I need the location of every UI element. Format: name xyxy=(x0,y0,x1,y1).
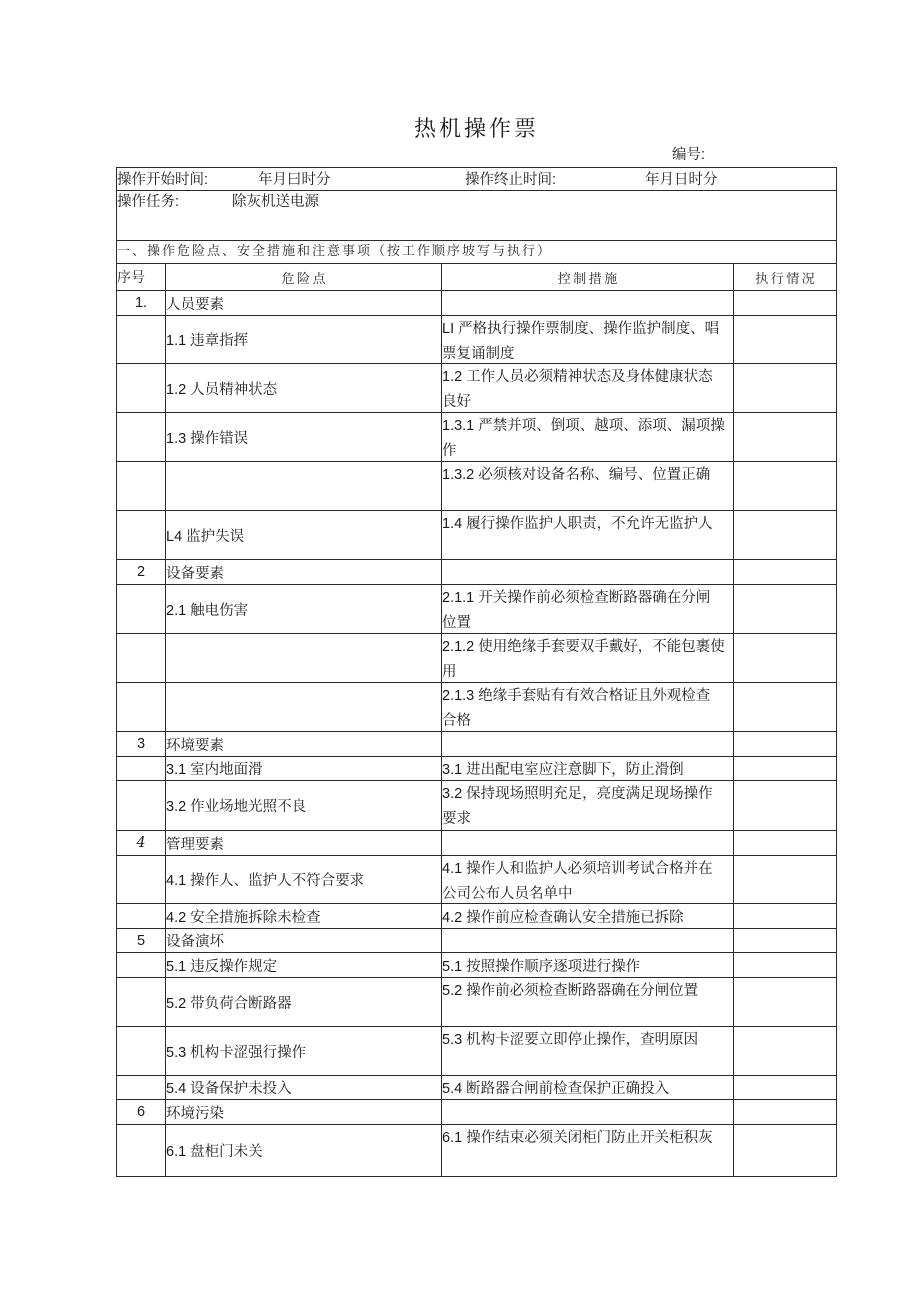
hazard-cell: 人员要素 xyxy=(166,291,442,315)
section-row xyxy=(117,732,836,757)
row-number xyxy=(117,1076,166,1099)
hazard-cell: 5.1 违反操作规定 xyxy=(166,953,442,977)
row-number xyxy=(117,413,166,461)
hazard-cell: 管理要素 xyxy=(166,831,442,855)
table-row xyxy=(117,413,836,462)
row-number xyxy=(117,511,166,559)
control-measure-cell xyxy=(442,831,734,855)
execution-status-cell xyxy=(734,316,836,363)
row-number xyxy=(117,462,166,510)
row-number: 3 xyxy=(117,732,166,756)
table-row xyxy=(117,683,836,732)
hazard-cell: 1.2 人员精神状态 xyxy=(166,364,442,412)
table-row xyxy=(117,904,836,929)
control-measure-cell: 6.1 操作结束必须关闭柜门防止开关柜积灰 xyxy=(442,1125,734,1176)
hazard-cell xyxy=(166,634,442,682)
table-header-row xyxy=(117,264,836,291)
execution-status-cell xyxy=(734,413,836,461)
execution-status-cell xyxy=(734,978,836,1026)
table-row xyxy=(117,1076,836,1100)
start-time-label: 操作开始时间: xyxy=(117,172,209,188)
table-row xyxy=(117,462,836,511)
section-heading-row xyxy=(117,241,836,264)
section-row xyxy=(117,560,836,585)
start-time-value: 年月曰时分 xyxy=(258,172,331,188)
control-measure-cell: 5.4 断路器合闸前检查保护正确投入 xyxy=(442,1076,734,1099)
control-measure-cell xyxy=(442,560,734,584)
control-measure-cell: 2.1.1 开关操作前必须检查断路器确在分闸 位置 xyxy=(442,585,734,633)
execution-status-cell xyxy=(734,732,836,756)
row-number xyxy=(117,757,166,780)
execution-status-cell xyxy=(734,1027,836,1075)
table-row xyxy=(117,757,836,781)
execution-status-cell xyxy=(734,781,836,830)
document-title: 热机操作票 xyxy=(414,117,540,142)
row-number xyxy=(117,1027,166,1075)
control-measure-cell: 5.2 操作前必须检查断路器确在分闸位置 xyxy=(442,978,734,1026)
execution-status-cell xyxy=(734,511,836,559)
header-status: 执行情况 xyxy=(755,271,818,287)
hazard-cell: 1.1 违章指挥 xyxy=(166,316,442,363)
row-number xyxy=(117,781,166,830)
row-number: 5 xyxy=(117,929,166,952)
hazard-cell: 5.3 机构卡涩强行操作 xyxy=(166,1027,442,1075)
row-number xyxy=(117,953,166,977)
hazard-cell: 环境污染 xyxy=(166,1100,442,1124)
row-number: 2 xyxy=(117,560,166,584)
hazard-cell: 3.1 室内地面滑 xyxy=(166,757,442,780)
header-control: 控制措施 xyxy=(442,264,734,290)
row-number xyxy=(117,316,166,363)
row-number xyxy=(117,1125,166,1176)
operation-ticket-table xyxy=(116,167,837,1177)
control-measure-cell: 2.1.3 绝缘手套贴有有效合格证且外观检查 合格 xyxy=(442,683,734,731)
execution-status-cell xyxy=(734,634,836,682)
control-measure-cell: 1.2 工作人员必须精神状态及身体健康状态 良好 xyxy=(442,364,734,412)
control-measure-cell: 4.2 操作前应检查确认安全措施已拆除 xyxy=(442,904,734,928)
execution-status-cell xyxy=(734,560,836,584)
table-row xyxy=(117,978,836,1027)
hazard-cell: 6.1 盘柜门未关 xyxy=(166,1125,442,1176)
control-measure-cell: 3.1 进出配电室应注意脚下，防止滑倒 xyxy=(442,757,734,780)
row-number: 4 xyxy=(117,831,166,855)
section-heading: 一、操作危险点、安全措施和注意事项（按工作顺序坡写与执行） xyxy=(117,244,553,259)
control-measure-cell: 1.3.2 必须核对设备名称、编号、位置正确 xyxy=(442,462,734,510)
execution-status-cell xyxy=(734,953,836,977)
section-row xyxy=(117,831,836,856)
table-row xyxy=(117,1125,836,1177)
serial-number-label: 编号: xyxy=(672,147,706,163)
table-row xyxy=(117,856,836,904)
hazard-cell xyxy=(166,683,442,731)
table-row xyxy=(117,634,836,683)
control-measure-cell xyxy=(442,1100,734,1124)
row-number xyxy=(117,683,166,731)
execution-status-cell xyxy=(734,856,836,903)
execution-status-cell xyxy=(734,683,836,731)
table-row xyxy=(117,781,836,831)
hazard-cell: 2.1 触电伤害 xyxy=(166,585,442,633)
hazard-cell: 5.4 设备保护未投入 xyxy=(166,1076,442,1099)
row-number: 6 xyxy=(117,1100,166,1124)
control-measure-cell xyxy=(442,291,734,315)
section-row xyxy=(117,929,836,953)
hazard-cell xyxy=(166,462,442,510)
header-hazard: 危险点 xyxy=(166,264,442,290)
row-number xyxy=(117,634,166,682)
hazard-cell: 1.3 操作错误 xyxy=(166,413,442,461)
row-number: 1. xyxy=(117,291,166,315)
row-number xyxy=(117,978,166,1026)
execution-status-cell xyxy=(734,1125,836,1176)
hazard-cell: 4.2 安全措施拆除未检查 xyxy=(166,904,442,928)
end-time-label: 操作终止时间: xyxy=(465,172,557,188)
control-measure-cell: 1.3.1 严禁并项、倒项、越项、添项、漏项操 作 xyxy=(442,413,734,461)
control-measure-cell: LI 严格执行操作票制度、操作监护制度、唱 票复诵制度 xyxy=(442,316,734,363)
task-value: 除灰机送电源 xyxy=(232,194,319,210)
row-number xyxy=(117,904,166,928)
row-number xyxy=(117,585,166,633)
table-row xyxy=(117,1027,836,1076)
execution-status-cell xyxy=(734,462,836,510)
hazard-cell: 5.2 带负荷合断路器 xyxy=(166,978,442,1026)
table-row xyxy=(117,316,836,364)
row-number xyxy=(117,856,166,903)
row-number xyxy=(117,364,166,412)
end-time-value: 年月日时分 xyxy=(645,172,718,188)
hazard-cell: L4 监护失误 xyxy=(166,511,442,559)
hazard-cell: 3.2 作业场地光照不良 xyxy=(166,781,442,830)
operation-task-row xyxy=(117,191,836,241)
control-measure-cell: 5.1 按照操作顺序逐项进行操作 xyxy=(442,953,734,977)
hazard-cell: 4.1 操作人、监护人不符合要求 xyxy=(166,856,442,903)
table-row xyxy=(117,364,836,413)
execution-status-cell xyxy=(734,291,836,315)
operation-time-row xyxy=(117,168,836,191)
control-measure-cell xyxy=(442,929,734,952)
task-label: 操作任务: xyxy=(117,194,180,210)
execution-status-cell xyxy=(734,1100,836,1124)
control-measure-cell: 3.2 保持现场照明充足，亮度满足现场操作 要求 xyxy=(442,781,734,830)
execution-status-cell xyxy=(734,929,836,952)
control-measure-cell xyxy=(442,732,734,756)
control-measure-cell: 5.3 机构卡涩要立即停止操作，查明原因 xyxy=(442,1027,734,1075)
execution-status-cell xyxy=(734,1076,836,1099)
header-number: 序号 xyxy=(117,264,166,290)
control-measure-cell: 2.1.2 使用绝缘手套要双手戴好，不能包裹使 用 xyxy=(442,634,734,682)
table-row xyxy=(117,585,836,634)
execution-status-cell xyxy=(734,831,836,855)
execution-status-cell xyxy=(734,904,836,928)
table-row xyxy=(117,953,836,978)
execution-status-cell xyxy=(734,585,836,633)
control-measure-cell: 1.4 履行操作监护人职责，不允许无监护人 xyxy=(442,511,734,559)
hazard-cell: 设备演坏 xyxy=(166,929,442,952)
execution-status-cell xyxy=(734,364,836,412)
hazard-cell: 环境要素 xyxy=(166,732,442,756)
hazard-cell: 设备要素 xyxy=(166,560,442,584)
table-row xyxy=(117,511,836,560)
section-row xyxy=(117,291,836,316)
section-row xyxy=(117,1100,836,1125)
execution-status-cell xyxy=(734,757,836,780)
control-measure-cell: 4.1 操作人和监护人必须培训考试合格并在 公司公布人员名单中 xyxy=(442,856,734,903)
